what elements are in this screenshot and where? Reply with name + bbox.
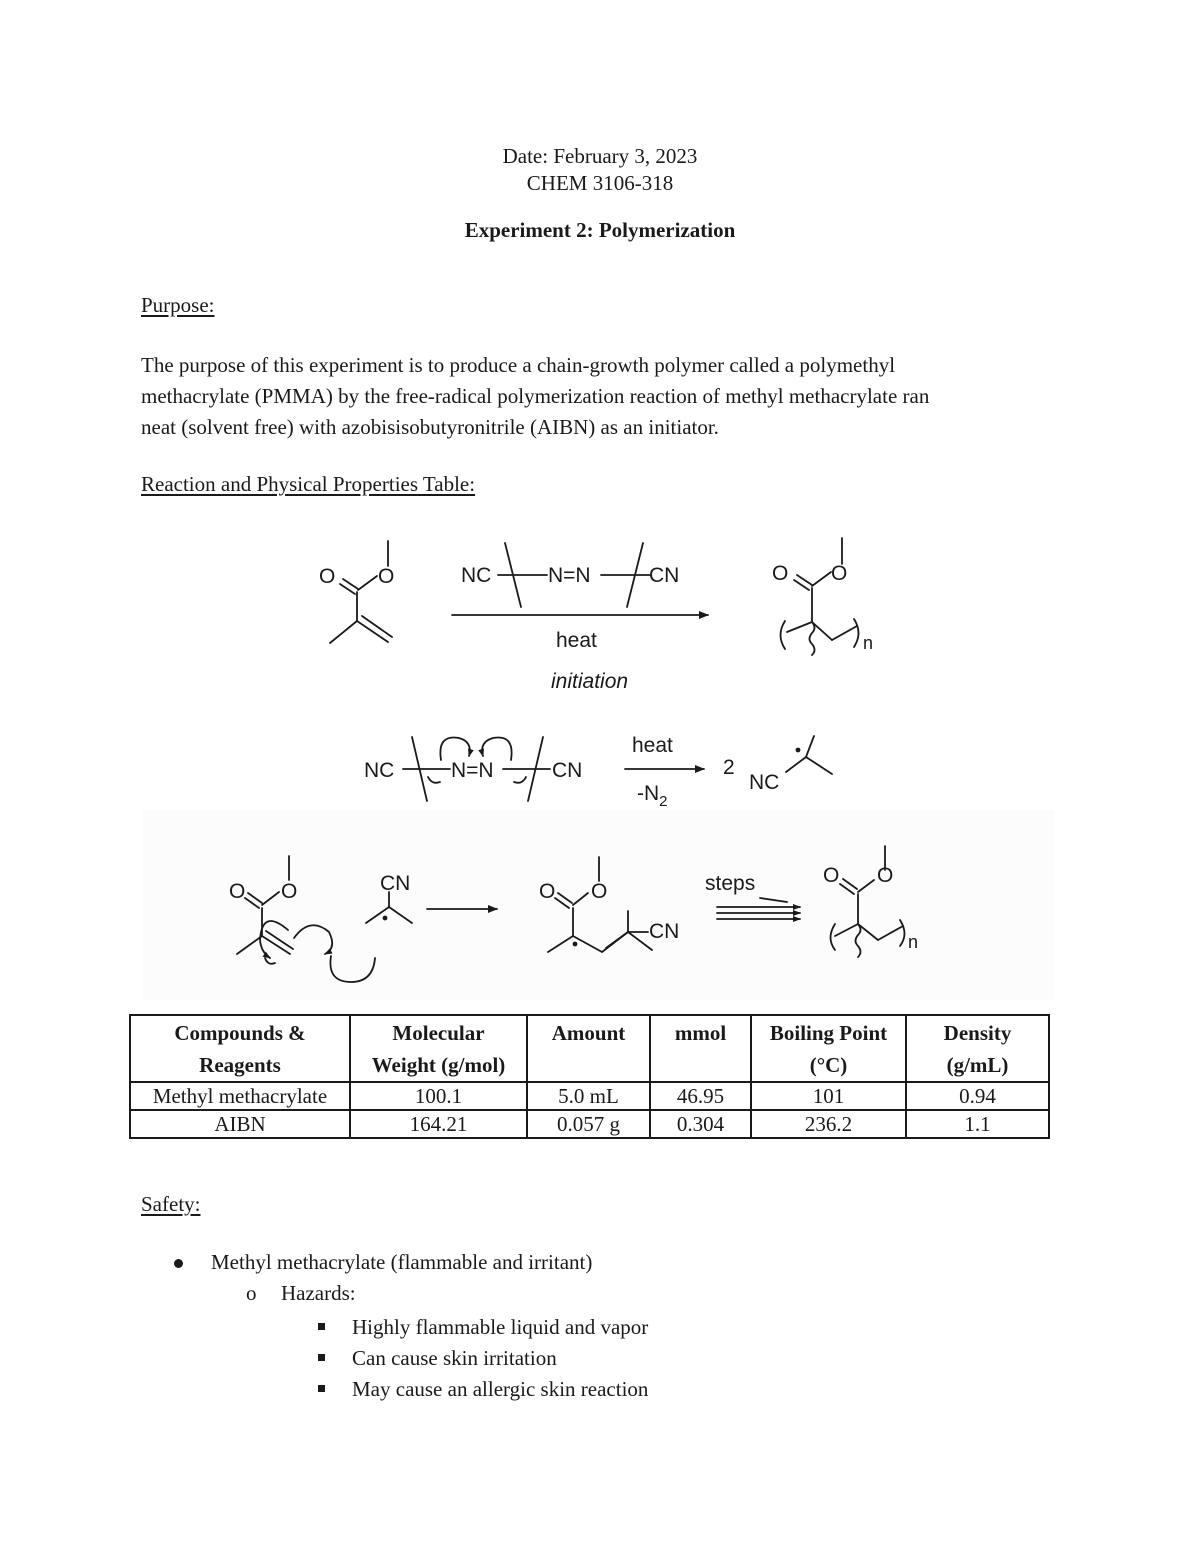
radical-dot [796,748,801,753]
heat-label: heat [632,734,673,757]
atom-label: O [772,562,789,585]
purpose-paragraph [141,350,1061,443]
repeat-unit-subscript: n [863,633,874,653]
purpose-heading: Purpose: [141,293,215,317]
atom-label: O [539,880,556,903]
atom-label: O [831,562,848,585]
azo-label: N=N [548,564,591,587]
purpose-line: neat (solvent free) with azobisisobutyronitrile (AIBN) as an initiator. [141,415,719,439]
square-bullet-icon [318,1323,325,1330]
column-header-molecular-weight: Molecular Weight (g/mol) [350,1015,527,1082]
square-bullet-icon [318,1354,325,1361]
nitrogen-loss-label: $-N_2$ [637,782,668,810]
date-line: Date: February 3, 2023 [502,144,698,168]
repeat-unit-subscript: n [908,932,919,952]
table-cell: 1.1 [906,1110,1049,1138]
radical-dot [383,916,388,921]
purpose-line: The purpose of this experiment is to produce a chain-growth polymer called a polymethyl [141,353,896,377]
bullet-dot-icon [174,1259,183,1268]
purpose-line: methacrylate (PMMA) by the free-radical polymerization reaction of methyl methacrylate ran [141,384,930,408]
nitrile-label: CN [649,920,680,943]
table-header-row [130,1015,1049,1082]
atom-label: O [229,880,246,903]
heat-label: heat [556,629,597,652]
pmma-product-structure [781,538,859,655]
reaction-scheme [0,520,1200,1000]
safety-item-text: Methyl methacrylate (flammable and irritant) [211,1250,593,1274]
table-cell: Methyl methacrylate [130,1082,350,1110]
table-cell: 101 [751,1082,906,1110]
safety-list [0,1247,1200,1407]
atom-label: O [281,880,298,903]
hazard-item: May cause an allergic skin reaction [352,1377,649,1401]
mechanism-background [143,810,1055,1000]
table-cell: 164.21 [350,1110,527,1138]
hazards-subheading: Hazards: [281,1281,356,1305]
hollow-bullet-icon: o [246,1281,257,1305]
steps-label: steps [705,872,756,895]
hazard-item: Can cause skin irritation [352,1346,557,1370]
table-row [130,1110,1049,1138]
atom-label: O [591,880,608,903]
table-cell: 5.0 mL [527,1082,650,1110]
reaction-heading: Reaction and Physical Properties Table: [141,472,476,496]
atom-label: O [823,864,840,887]
cyanopropyl-radical-structure [786,736,832,774]
column-header-mmol: mmol [650,1015,751,1082]
radical-dot [573,942,578,947]
atom-label: O [319,565,336,588]
azo-label: N=N [451,759,494,782]
square-bullet-icon [318,1385,325,1392]
table-cell: 46.95 [650,1082,751,1110]
safety-heading: Safety: [141,1192,201,1216]
coefficient-label: 2 [723,756,735,779]
properties-table [129,1014,1050,1139]
hazard-item: Highly flammable liquid and vapor [352,1315,649,1339]
nitrile-label: NC [749,771,780,794]
column-header-amount: Amount [527,1015,650,1082]
table-cell: 0.057 g [527,1110,650,1138]
nitrile-label: NC [364,759,395,782]
nitrile-label: NC [461,564,492,587]
column-header-boiling-point: Boiling Point (°C) [751,1015,906,1082]
course-code: CHEM 3106-318 [526,171,674,195]
table-cell: AIBN [130,1110,350,1138]
initiation-label: initiation [551,670,629,693]
nitrile-label: CN [380,872,411,895]
nitrile-label: CN [649,564,680,587]
table-cell: 0.94 [906,1082,1049,1110]
methyl-methacrylate-structure [330,541,395,643]
column-header-density: Density (g/mL) [906,1015,1049,1082]
atom-label: O [877,864,894,887]
document-title: Experiment 2: Polymerization [464,218,736,242]
table-cell: 236.2 [751,1110,906,1138]
table-cell: 100.1 [350,1082,527,1110]
nitrile-label: CN [552,759,583,782]
atom-label: O [378,565,395,588]
table-row [130,1082,1049,1110]
column-header-compounds: Compounds & Reagents [130,1015,350,1082]
table-cell: 0.304 [650,1110,751,1138]
